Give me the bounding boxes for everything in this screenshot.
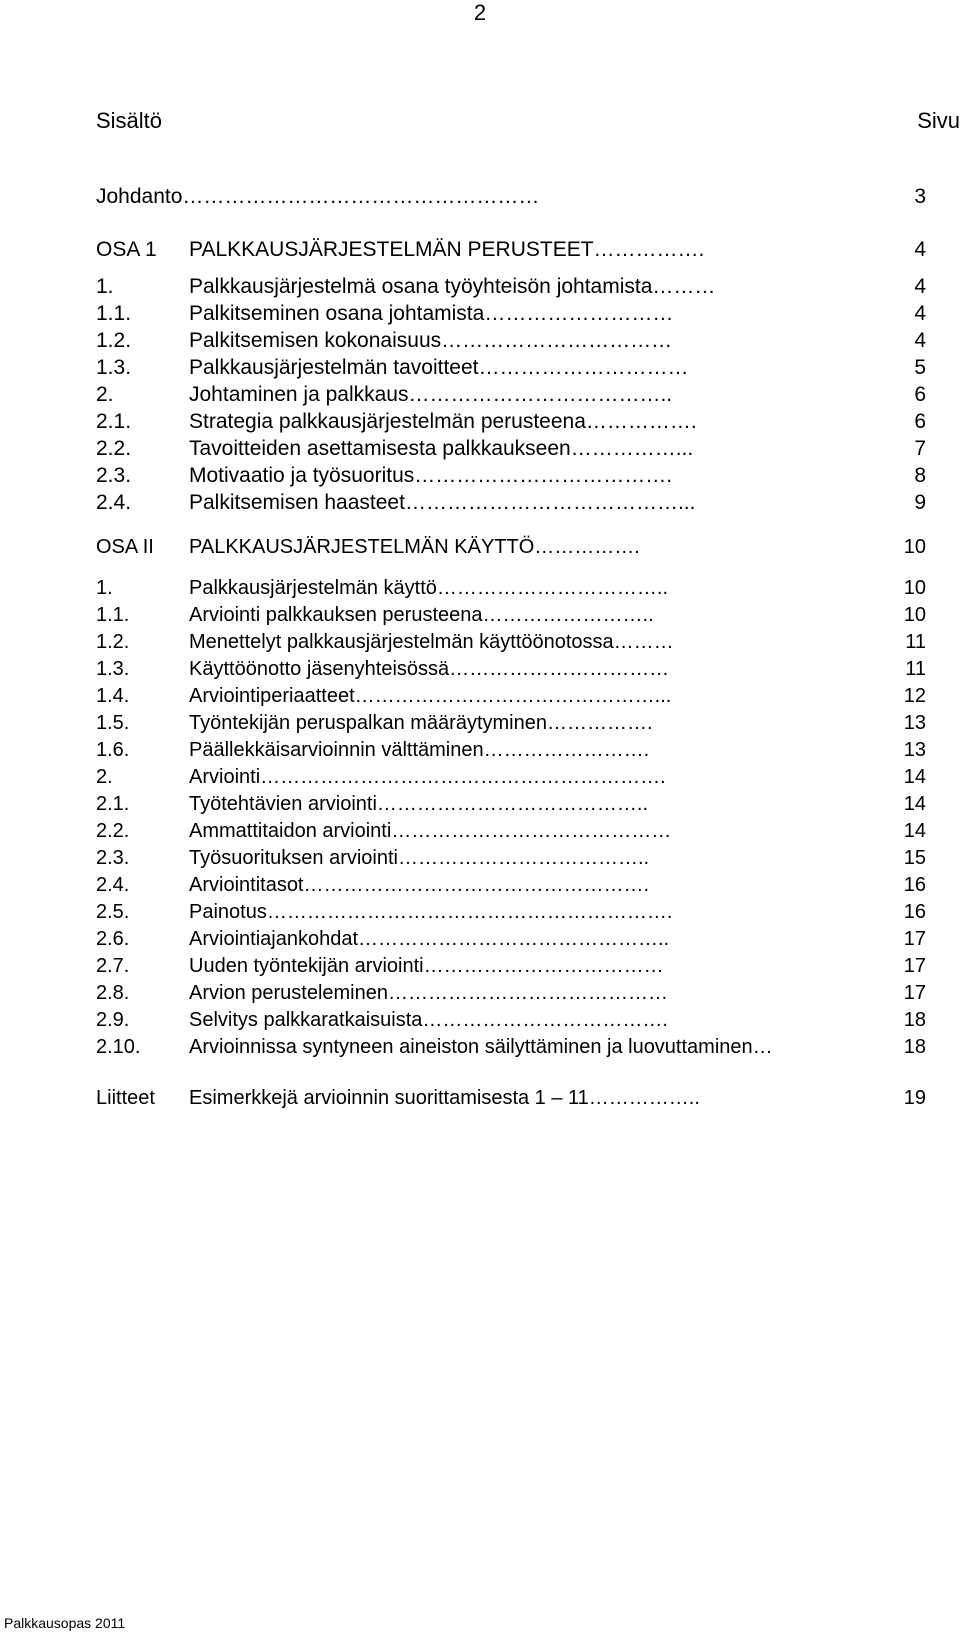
toc-row [96, 791, 926, 818]
toc-row [96, 602, 926, 629]
toc-row [96, 1085, 926, 1112]
toc-page: 4 [914, 302, 926, 325]
toc-number: 2.3. [96, 464, 132, 487]
toc-number: 2.6. [96, 928, 130, 950]
toc-row [96, 764, 926, 791]
toc-number: 1.1. [96, 604, 130, 626]
toc-title: Esimerkkejä arvioinnin suorittamisesta 1 – 11…………….. [189, 1087, 700, 1109]
toc-number: 2.2. [96, 437, 132, 460]
toc-page: 10 [903, 604, 926, 626]
toc-number: 2.1. [96, 793, 130, 815]
header-contents: Sisältö [96, 108, 163, 133]
toc-number: 1.3. [96, 356, 132, 379]
toc-number: 1.2. [96, 631, 130, 653]
toc-title: Päällekkäisarvioinnin välttäminen……………………. [189, 739, 650, 761]
toc-page: 12 [903, 685, 926, 707]
toc-title: Arviointi……………………………………………………. [189, 766, 666, 788]
toc-row [96, 575, 926, 602]
toc-row [96, 273, 926, 300]
toc-title: Arviointiperiaatteet………………………………………... [189, 685, 672, 707]
toc-number: Johdanto…………………………………………… [96, 185, 540, 208]
toc-page: 15 [903, 847, 926, 869]
toc-row [96, 980, 926, 1007]
toc-number: Liitteet [96, 1087, 155, 1109]
toc-page: 7 [914, 437, 926, 460]
toc-title: Arviointi palkkauksen perusteena…………………….. [189, 604, 654, 626]
toc-row [96, 737, 926, 764]
toc-title: Arvioinnissa syntyneen aineiston säilyttäminen ja luovuttaminen… [189, 1036, 773, 1058]
toc-row [96, 818, 926, 845]
toc-row [96, 435, 926, 462]
toc-number: 2.1. [96, 410, 132, 433]
toc-row [96, 1034, 926, 1061]
toc-row [96, 683, 926, 710]
toc-title: Arviointitasot……………………………………………. [189, 874, 650, 896]
toc-row [96, 381, 926, 408]
toc-number: OSA 1 [96, 238, 157, 261]
toc-title: Palkitsemisen haasteet…………………………………... [189, 491, 696, 514]
toc-page: 17 [903, 955, 926, 977]
toc-number: 1.1. [96, 302, 132, 325]
toc-row [96, 354, 926, 381]
toc-page: 6 [914, 410, 926, 433]
toc-page: 11 [905, 631, 926, 653]
toc-number: 2.3. [96, 847, 130, 869]
toc-title: Käyttöönotto jäsenyhteisössä…………………………… [189, 658, 670, 680]
toc-page: 9 [914, 491, 926, 514]
toc-row [96, 236, 926, 263]
toc-title: Palkitsemisen kokonaisuus…………………………… [189, 329, 673, 352]
toc-number: 2.2. [96, 820, 130, 842]
toc-number: 1.4. [96, 685, 130, 707]
toc-title: Arvion perusteleminen…………………………………… [189, 982, 668, 1004]
toc-title: Menettelyt palkkausjärjestelmän käyttöönotossa……… [189, 631, 674, 653]
toc-number: 2. [96, 383, 114, 406]
toc-row [96, 408, 926, 435]
toc-page: 17 [903, 928, 926, 950]
toc-page: 10 [903, 536, 926, 558]
toc-title: Työtehtävien arviointi………………………………….. [189, 793, 648, 815]
toc-row [96, 183, 926, 210]
toc-page: 17 [903, 982, 926, 1004]
toc-row [96, 845, 926, 872]
toc-page: 13 [903, 739, 926, 761]
toc-page: 10 [903, 577, 926, 599]
toc-page: 16 [903, 901, 926, 923]
toc-page: 14 [903, 766, 926, 788]
toc-number: 2.10. [96, 1036, 141, 1058]
toc-row [96, 327, 926, 354]
toc-row [96, 462, 926, 489]
toc-row [96, 629, 926, 656]
toc-page: 4 [914, 329, 926, 352]
toc-title: Selvitys palkkaratkaisuista………………………………. [189, 1009, 668, 1031]
toc-title: PALKKAUSJÄRJESTELMÄN KÄYTTÖ……………. [189, 536, 640, 558]
toc-page: 5 [914, 356, 926, 379]
toc-page: 18 [903, 1036, 926, 1058]
toc-title: Palkkausjärjestelmän tavoitteet………………………… [189, 356, 689, 379]
toc-page: 11 [905, 658, 926, 680]
toc-number: 1.6. [96, 739, 130, 761]
toc-number: 1. [96, 275, 114, 298]
toc-row [96, 534, 926, 561]
toc-number: 2.4. [96, 491, 132, 514]
toc-title: Palkitseminen osana johtamista……………………… [189, 302, 674, 325]
toc-title: Johtaminen ja palkkaus……………………………….. [189, 383, 673, 406]
toc-row [96, 489, 926, 516]
toc-row [96, 1007, 926, 1034]
toc-title: Palkkausjärjestelmän käyttö…………………………….. [189, 577, 669, 599]
toc-page: 19 [903, 1087, 926, 1109]
header-page: Sivu [917, 108, 960, 133]
toc-page: 14 [903, 793, 926, 815]
toc-row [96, 300, 926, 327]
toc-number: 2.5. [96, 901, 130, 923]
toc-number: 1.5. [96, 712, 130, 734]
page-number: 2 [473, 0, 487, 25]
toc-title: Työsuorituksen arviointi……………………………….. [189, 847, 650, 869]
footer: Palkkausopas 2011 [4, 1615, 126, 1631]
toc-page: 18 [903, 1009, 926, 1031]
toc-page: 6 [914, 383, 926, 406]
toc-page: 3 [914, 185, 926, 208]
toc-row [96, 872, 926, 899]
toc-number: 2. [96, 766, 113, 788]
toc-number: 2.9. [96, 1009, 130, 1031]
toc-number: OSA II [96, 536, 154, 558]
toc-title: Tavoitteiden asettamisesta palkkaukseen……………... [189, 437, 694, 460]
toc-page: 14 [903, 820, 926, 842]
toc-number: 2.8. [96, 982, 130, 1004]
toc-row [96, 926, 926, 953]
toc-page: 13 [903, 712, 926, 734]
toc-number: 2.4. [96, 874, 130, 896]
toc-page: 4 [914, 238, 926, 261]
toc-page: 8 [914, 464, 926, 487]
toc-title: Strategia palkkausjärjestelmän perusteena……………. [189, 410, 697, 433]
toc-row [96, 710, 926, 737]
toc-page: 4 [914, 275, 926, 298]
toc-row [96, 656, 926, 683]
toc-number: 1.3. [96, 658, 130, 680]
toc-title: Ammattitaidon arviointi…………………………………… [189, 820, 672, 842]
toc-title: Uuden työntekijän arviointi……………………………… [189, 955, 664, 977]
toc-title: PALKKAUSJÄRJESTELMÄN PERUSTEET……………. [189, 238, 705, 261]
toc-title: Työntekijän peruspalkan määräytyminen……………. [189, 712, 653, 734]
toc-title: Palkkausjärjestelmä osana työyhteisön johtamista……… [189, 275, 716, 298]
toc-title: Arviointiajankohdat……………………………………….. [189, 928, 670, 950]
toc-row [96, 953, 926, 980]
toc-number: 1. [96, 577, 113, 599]
toc-title: Painotus……………………………………………………. [189, 901, 673, 923]
toc-number: 2.7. [96, 955, 130, 977]
toc-number: 1.2. [96, 329, 132, 352]
toc-page: 16 [903, 874, 926, 896]
toc-title: Motivaatio ja työsuoritus………………………………. [189, 464, 673, 487]
toc-row [96, 899, 926, 926]
